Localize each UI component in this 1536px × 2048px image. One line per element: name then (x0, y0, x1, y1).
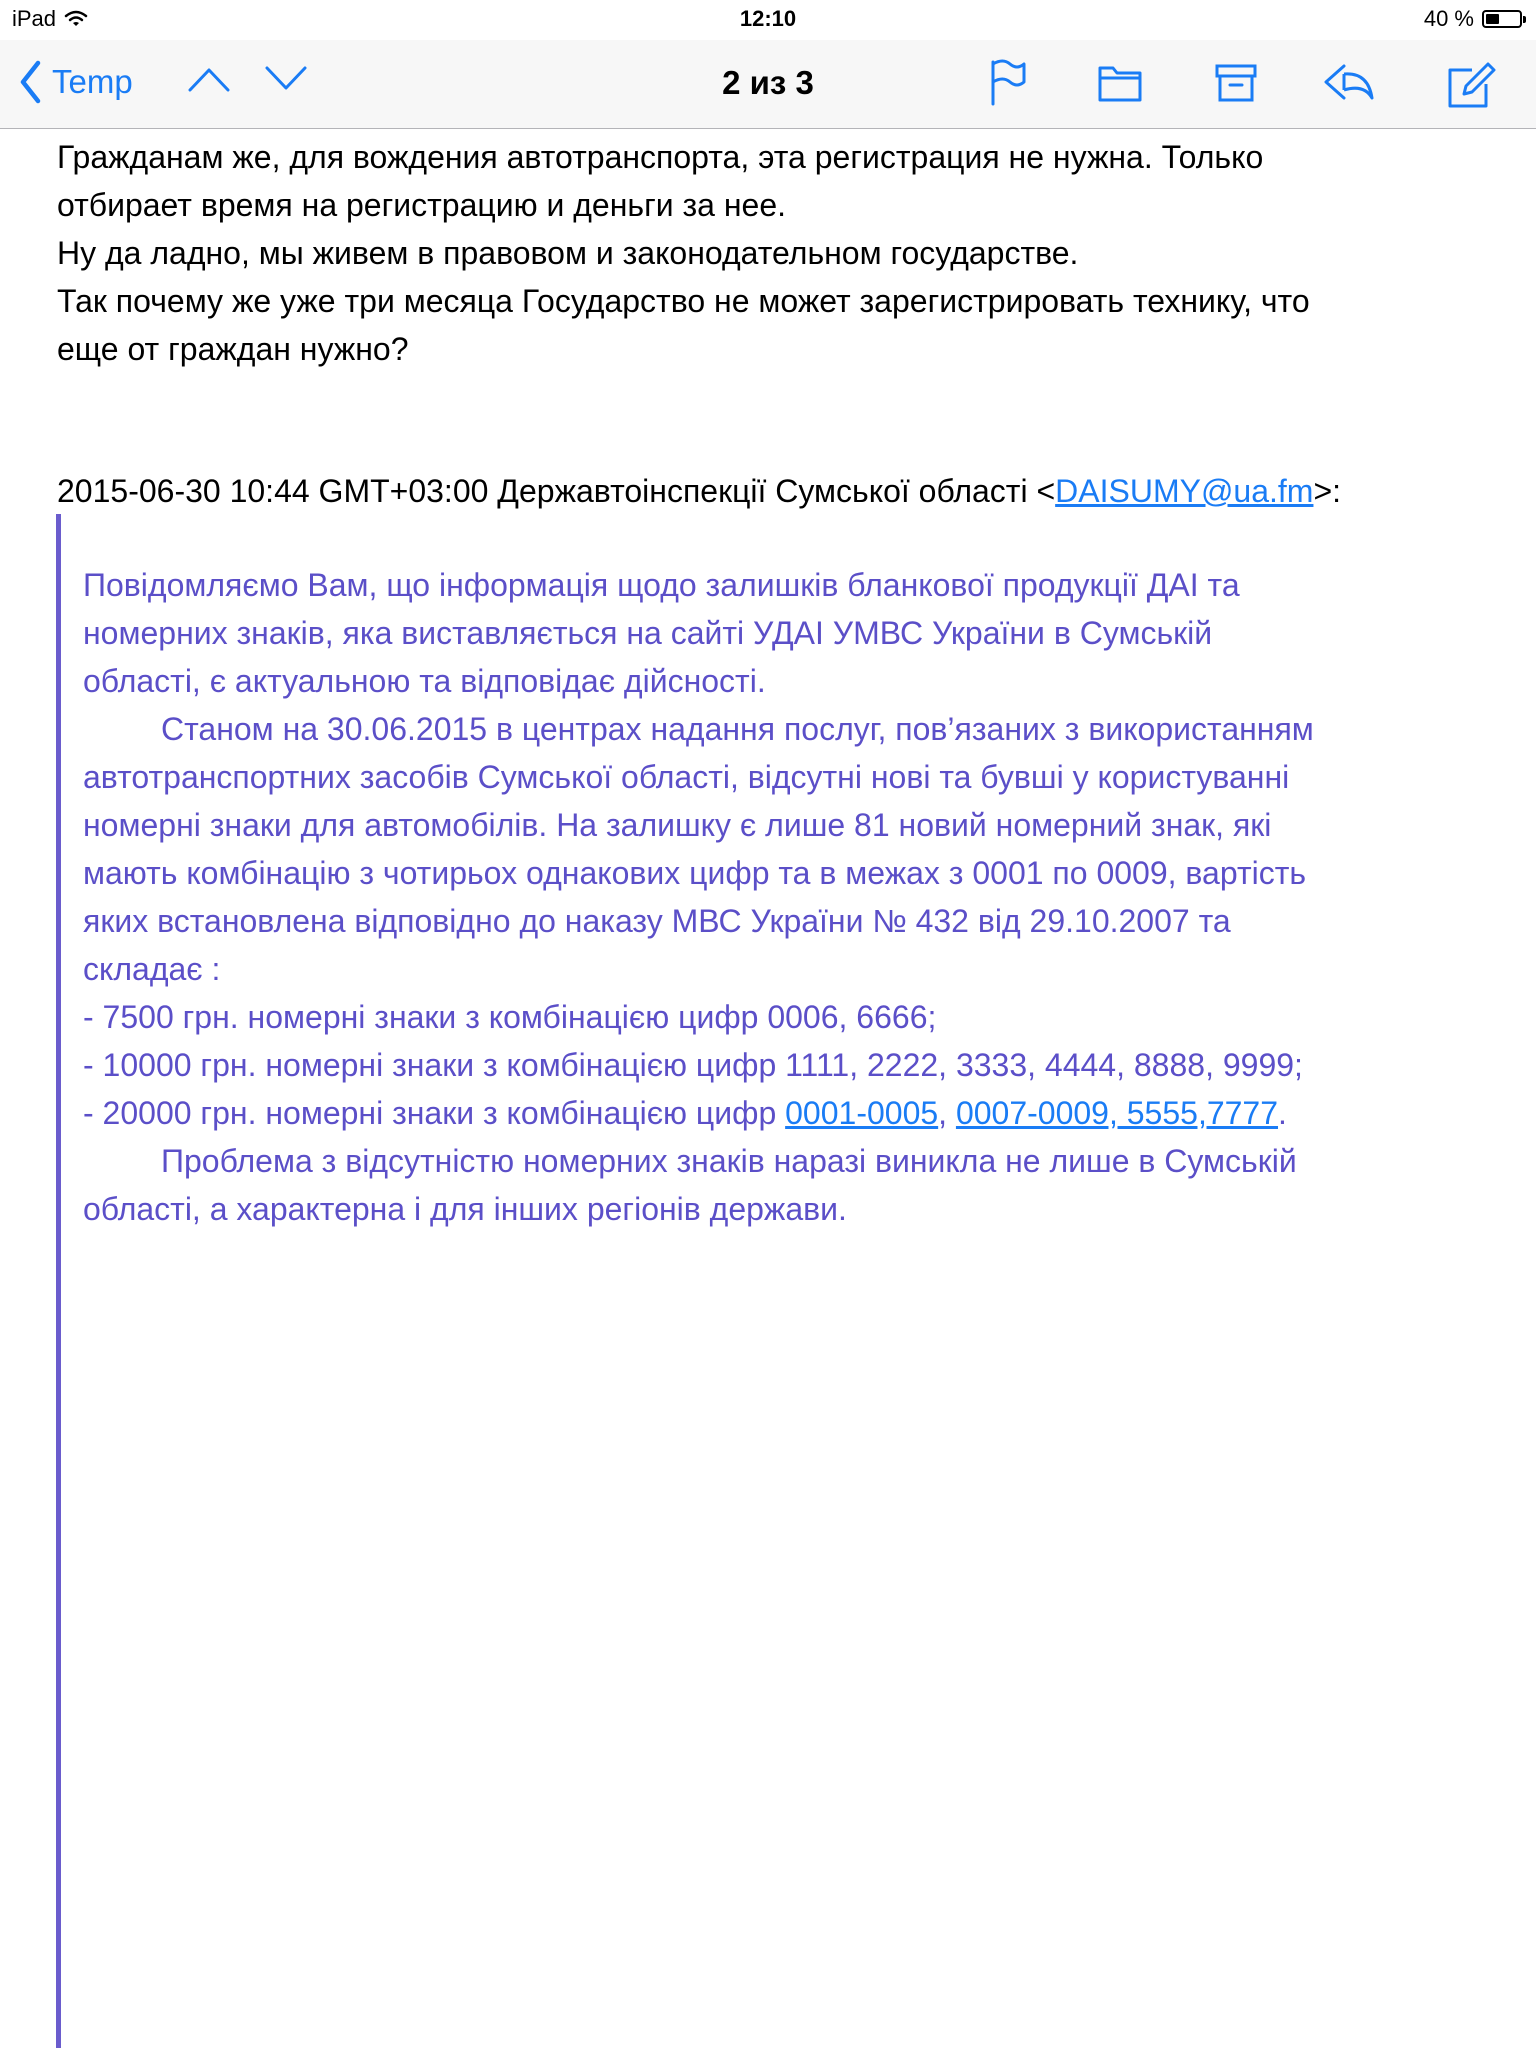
text-line: автотранспортних засобів Сумської області, відсутні нові та бувші у користуванні (83, 759, 1290, 795)
chevron-left-icon (18, 60, 42, 104)
text-line: яких встановлена відповідно до наказу МВС України № 432 від 29.10.2007 та (83, 903, 1231, 939)
status-time: 12:10 (739, 6, 797, 31)
plate-range-link[interactable]: 0001-0005 (785, 1095, 939, 1131)
mail-toolbar (0, 40, 1536, 129)
status-bar (0, 0, 1536, 40)
message-counter: 2 из 3 (722, 64, 814, 101)
reply-header (57, 467, 1341, 515)
plate-range-link[interactable]: 0007-0009, 5555,7777 (955, 1095, 1279, 1131)
text-line: Гражданам же, для вождения автотранспорта, эта регистрация не нужна. Только (57, 139, 1264, 175)
compose-icon[interactable] (1446, 58, 1496, 110)
device-label: iPad (12, 6, 57, 31)
quoted-reply (83, 561, 1513, 1233)
text-line: Станом на 30.06.2015 в центрах надання послуг, пов’язаних з використанням (161, 711, 1314, 747)
text-fragment: . (1278, 1095, 1287, 1131)
battery-icon (1482, 10, 1522, 28)
text-fragment: , (938, 1095, 956, 1131)
text-line: номерних знаків, яка виставляється на сайті УДАІ УМВС України в Сумській (83, 615, 1213, 651)
reply-icon[interactable] (1322, 58, 1376, 106)
text-line: Так почему же уже три месяца Государство не может зарегистрировать технику, что (57, 283, 1310, 319)
battery-percent: 40 % (1423, 6, 1474, 31)
text-line: - 10000 грн. номерні знаки з комбінацією цифр 1111, 2222, 3333, 4444, 8888, 9999; (83, 1047, 1303, 1083)
reply-header-suffix: >: (1313, 473, 1342, 509)
status-right (1424, 6, 1522, 32)
archive-icon[interactable] (1214, 58, 1258, 106)
text-fragment: - 20000 грн. номерні знаки з комбінацією цифр (83, 1095, 786, 1131)
text-line: Проблема з відсутністю номерних знаків наразі виникла не лише в Сумській (161, 1143, 1297, 1179)
chevron-up-icon[interactable] (188, 64, 230, 94)
text-line: мають комбінацію з чотирьох однакових цифр та в межах з 0001 по 0009, вартість (83, 855, 1307, 891)
reply-header-text: 2015-06-30 10:44 GMT+03:00 Державтоінспекції Сумської області < (57, 473, 1056, 509)
chevron-down-icon[interactable] (265, 64, 307, 94)
text-line: - 7500 грн. номерні знаки з комбінацією цифр 0006, 6666; (83, 999, 937, 1035)
sender-email-link[interactable]: DAISUMY@ua.fm (1055, 473, 1314, 509)
flag-icon[interactable] (989, 58, 1027, 106)
text-line: еще от граждан нужно? (57, 331, 409, 367)
text-line: складає : (83, 951, 221, 987)
text-line: отбирает время на регистрацию и деньги за нее. (57, 187, 787, 223)
quote-bar (56, 514, 61, 2048)
quoted-text (57, 133, 1497, 373)
text-line: області, є актуальною та відповідає дійсності. (83, 663, 766, 699)
text-line (83, 1089, 1513, 1137)
text-line: області, а характерна і для інших регіонів держави. (83, 1191, 847, 1227)
back-label: Temp (52, 63, 133, 100)
text-line: Повідомляємо Вам, що інформація щодо залишків бланкової продукції ДАІ та (83, 567, 1240, 603)
text-line: номерні знаки для автомобілів. На залишку є лише 81 новий номерний знак, які (83, 807, 1272, 843)
text-line: Ну да ладно, мы живем в правовом и законодательном государстве. (57, 235, 1079, 271)
folder-icon[interactable] (1097, 58, 1143, 106)
battery-fill (1486, 14, 1499, 24)
back-button[interactable] (18, 60, 133, 104)
